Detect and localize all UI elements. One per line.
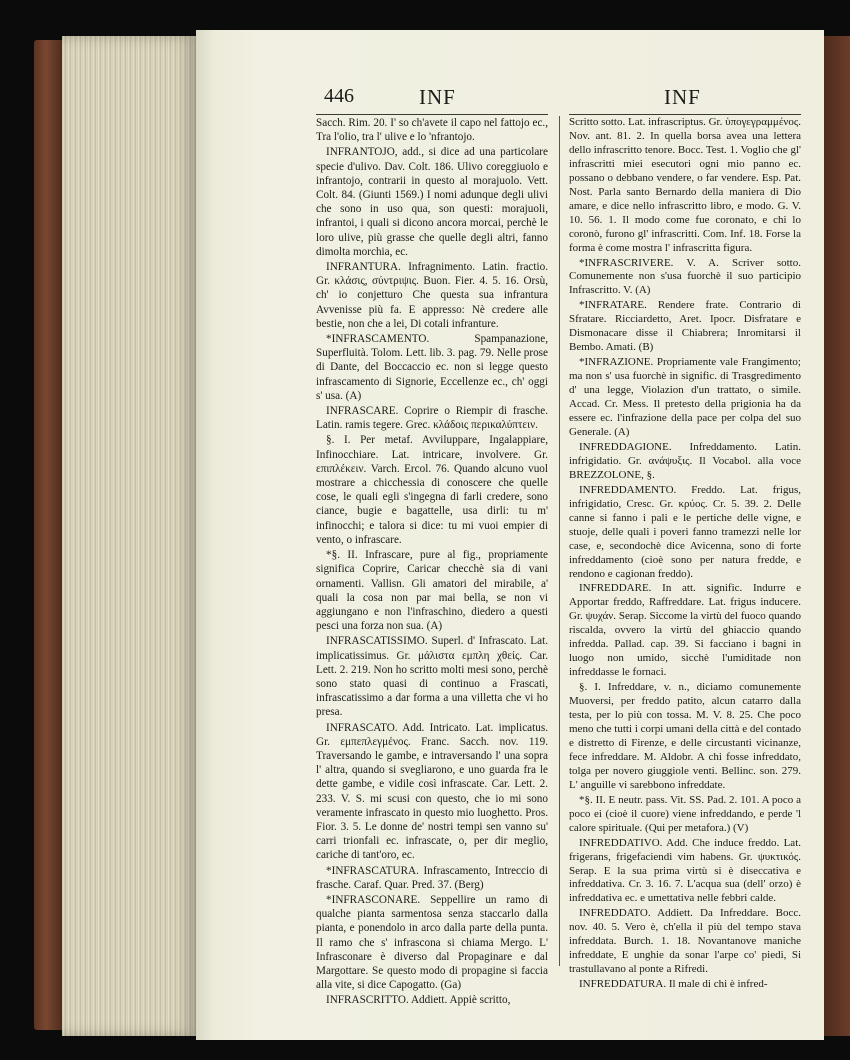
entry-paragraph: §. I. Per metaf. Avviluppare, Ingalappiare, Infinocchiare. Lat. intricare, involvere. Gr. επιπλέκειν. Varch. Ercol. 76. Quando alcuno vuol mostrare a chicchessia di conoscere che quelle cose, le quali egli s'ingegna di farli credere, sono ciance, bugie e bagattelle, usa dirli: tu m' infinocchi; e talora si dice: tu mi vuoi empier di vento, o infrascare. (316, 434, 548, 546)
entry-paragraph: §. I. Infreddare, v. n., diciamo comunemente Muoversi, per freddo patito, alcun catarro dalla testa, per lo più con tossa. M. V. 8. 25. Che poco meno che tutti i corpi umani della città e del contado e distretto di Firenze, e delle circustanti vicinanze, fece infreddare. M. Aldobr. A chi fosse infreddato, tolga per novero giuggiole venti. Bellinc. son. 279. L' anguille vi sarebbono infreddate. (569, 681, 801, 791)
entry-paragraph: *INFRAZIONE. Propriamente vale Frangimento; ma non s' usa fuorchè in signific. di Trasgredimento d' una legge, Violazion d'un trattato, o simile. Accad. Cr. Mess. Il pretesto della prigionia ha da essere ec. l'infrazione della pace per colpa del suo Generale. (A) (569, 356, 801, 438)
entry-paragraph: *INFRASCONARE. Seppellire un ramo di qualche pianta sarmentosa senza staccarlo dalla pianta, e ponendolo in arco dalla parte della punta. Il ramo che s' infrascona si chiama Mergo. L' Infrasconare è diverso dal Propaginare e dal Margottare. Se questo modo di propagine si faccia alla vite, si dice Capogatto. (Ga) (316, 893, 548, 992)
header-rule-left (316, 114, 548, 115)
dictionary-page (196, 30, 824, 1040)
column-divider (559, 116, 560, 966)
entry-paragraph: Scritto sotto. Lat. infrascriptus. Gr. ὑπογεγραμμένος. Nov. ant. 81. 2. In quella borsa avea una lettera dello infrascritto tenore. Bocc. Test. 1. Voglio che gl' infrascritti miei esecutori ogni mio panno ec. possano o debbano vendere, o far vendere. Esp. Pat. Nost. Parla santo Bernardo della maniera di Dio amare, e dice nello infrascritto libro, e modo. G. V. 10. 56. 1. Il modo come fue coronato, e chi lo coronò, furono gl' infrascritti. Com. Inf. 18. Forse la forma è come mostra l' infrascritta figura. (569, 116, 802, 254)
entry-paragraph: *§. II. E neutr. pass. Vit. SS. Pad. 2. 101. A poco a poco ei (cioè il cuore) viene infreddando, e perde 'l calore spirituale. (Qui per metafora.) (V) (569, 793, 801, 834)
entry-paragraph: INFRASCATO. Add. Intricato. Lat. implicatus. Gr. εμπεπλεγμένος. Franc. Sacch. nov. 119. Traversando le gambe, e intraversando l' una sopra l' altra, quando si svegliarono, e uno guarda fra le dette gambe, e vidile così infrascate. Car. Lett. 2. 233. V. S. mi scusi con questo, che io mi sono veramente infrascato in questo mio luoghetto. Pros. Fior. 3. 5. Le donne de' nostri tempi sen vanno su' carri trionfali ec. infrascate, o, per dir meglio, cariche di tant'oro, ec. (316, 721, 548, 862)
entry-paragraph: INFREDDAMENTO. Freddo. Lat. frigus, infrigidatio, Cresc. Gr. κρύος. Cr. 5. 39. 2. Delle canne si fanno i pali e le pertiche delle vigne, e stuoje, delle quali i poveri fanno tramezzi nelle lor case, e, secondochè dice Avicenna, sono di forte infreddamento (cioè sono per natura fredde, e rendono e cagionan freddo). (569, 483, 801, 580)
entry-paragraph: *INFRATARE. Rendere frate. Contrario di Sfratare. Ricciardetto, Aret. Ipocr. Disfratare e Dismonacare disse il Chiabrera; Inromitarsi il Bembo. Amati. (B) (569, 299, 801, 354)
entry-paragraph: INFREDDAGIONE. Infreddamento. Latin. infrigidatio. Gr. ανάψυξις. Il Vocabol. alla voce BREZZOLONE, §. (569, 440, 801, 481)
left-running-head: INF (419, 85, 456, 109)
right-column (569, 116, 801, 993)
entry-paragraph: INFRANTOJO, add., si dice ad una particolare specie d'ulivo. Dav. Colt. 186. Ulivo coreggiuolo e infrantojo, contrarii in questo al morajuolo. Vett. Colt. 84. (Giunti 1569.) I nomi adunque degli ulivi che sono in uso qua, son questi: morajuoli, infrantoi, i quali si dicono ancora morcai, perchè le loro ulive, più grasse che quelle degli altri, fanno dimolta morchia, ec. (316, 146, 548, 258)
entry-paragraph: INFRASCRITTO. Addiett. Appiè scritto, (326, 994, 511, 1007)
page-number: 446 (324, 85, 354, 107)
entry-paragraph: INFREDDATIVO. Add. Che induce freddo. Lat. frigerans, frigefaciendi vim habens. Gr. ψυκτικός. Serap. E la sua prima virtù si è diseccativa e infreddativa. Cr. 3. 16. 7. L'acqua sua (dell' orzo) è infreddativa ec. e umettativa nelle febbri calde. (569, 836, 801, 905)
entry-paragraph: INFREDDARE. In att. signific. Indurre e Apportar freddo, Raffreddare. Lat. frigus inducere. Gr. ψυχάν. Serap. Siccome la virtù del fuoco quando riscalda, ovvero la virtù del ghiaccio quando infredda. Pallad. cap. 39. Si facciano i bagni in luogo non umido, sicchè l'umiditade non infreddasse le fornaci. (569, 582, 801, 679)
entry-paragraph: INFREDDATURA. Il male di chi è infred- (579, 978, 768, 991)
right-running-head: INF (664, 85, 701, 109)
entry-paragraph: *INFRASCATURA. Infrascamento, Intreccio di frasche. Caraf. Quar. Pred. 37. (Berg) (316, 864, 548, 891)
entry-paragraph: INFRASCATISSIMO. Superl. d' Infrascato. Lat. implicatissimus. Gr. μάλιστα εμπλη χθείς. Car. Lett. 2. 219. Non ho scritto molti mesi sono, perchè sono stato quasi di continuo a Frascati, infrascatissimo a dar forma a una villetta che vi ho presa. (316, 635, 548, 719)
entry-paragraph: Sacch. Rim. 20. I' so ch'avete il capo nel fattojo ec., Tra l'olio, tra l' ulive e lo 'nfrantojo. (316, 117, 548, 144)
entry-paragraph: INFRANTURA. Infragnimento. Latin. fractio. Gr. κλάσις, σύντριψις. Buon. Fier. 4. 5. 16. Orsù, ch' io conjetturo Che questa sua infrantura Avvenisse più fa. E appresso: Nè credere alle bestie, non che a lei, Di cotali infranture. (316, 261, 548, 330)
entry-paragraph: *INFRASCAMENTO. Spampanazione, Superfluità. Tolom. Lett. lib. 3. pag. 79. Nelle prose di Dante, del Boccaccio ec. non si legge questo infrascamento di Signorie, Eccellenze ec., ch' oggi s' usa. (A) (316, 333, 548, 402)
entry-paragraph: *INFRASCRIVERE. V. A. Scriver sotto. Comunemente non s'usa fuorchè il suo participio Infrascritto. V. (A) (569, 256, 801, 297)
entry-paragraph: INFREDDATO. Addiett. Da Infreddare. Bocc. nov. 40. 5. Vero è, ch'ella il più del tempo stava infreddata. Burch. 1. 18. Novantanove maniche infreddate, E unghie da sonar l'arpe co' piedi, Si trastullavano al ponte a Rifredi. (569, 907, 801, 976)
header-rule-right (569, 114, 801, 115)
left-column (316, 116, 548, 1009)
book-cover (34, 40, 64, 1030)
entry-paragraph: *§. II. Infrascare, pure al fig., propriamente significa Coprire, Caricar checchè sia di vani ornamenti. Vallisn. Gli amatori del mirabile, a' quali la cosa non par mai bella, se non vi aggiungano e non l'infraschino, diedero a questi pesci una forza non sua. (A) (316, 549, 548, 633)
adjacent-book (824, 36, 850, 1036)
entry-paragraph: INFRASCARE. Coprire o Riempir di frasche. Latin. ramis tegere. Grec. κλάδοις περικαλύπτειν. (316, 405, 548, 432)
page-header (324, 85, 784, 111)
page-edges (62, 36, 196, 1036)
